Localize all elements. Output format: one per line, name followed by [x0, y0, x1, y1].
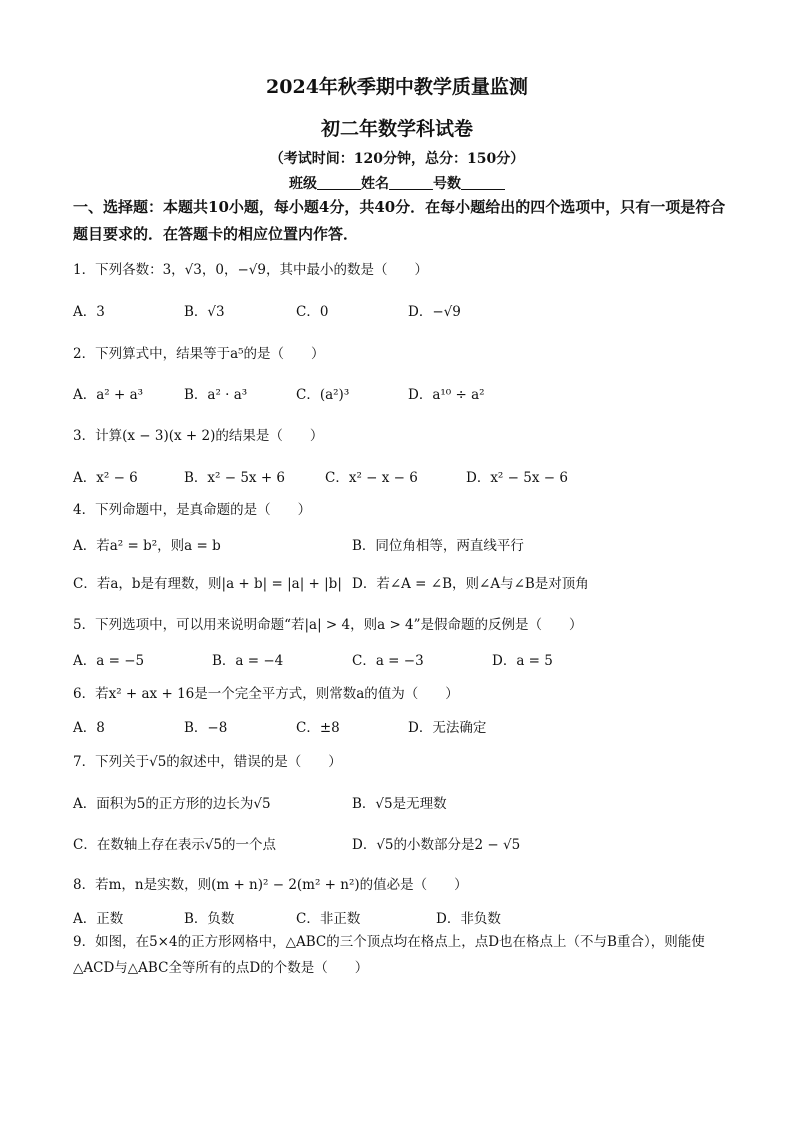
q7-option-d[interactable]: D．√5的小数部分是2 − √5	[352, 837, 521, 853]
section-1-instructions: 一、选择题：本题共10小题，每小题4分，共40分．在每小题给出的四个选项中，只有一项是符合题目要求的．在答题卡的相应位置内作答．	[73, 198, 726, 243]
q7-option-a[interactable]: A．面积为5的正方形的边长为√5	[73, 796, 271, 812]
q4-option-a[interactable]: A．若a² = b²，则a = b	[73, 538, 221, 554]
q3-option-d[interactable]: D．x² − 5x − 6	[466, 470, 568, 486]
number-label: 号数	[433, 176, 461, 192]
class-label: 班级	[289, 176, 317, 192]
question-8: 8．若m，n是实数，则(m + n)² − 2(m² + n²)的值必是（ ）	[73, 877, 468, 893]
q1-option-b[interactable]: B．√3	[184, 304, 225, 320]
q4-option-d[interactable]: D．若∠A = ∠B，则∠A与∠B是对顶角	[352, 576, 589, 592]
exam-title: 2024年秋季期中教学质量监测	[266, 76, 528, 98]
exam-subtitle: 初二年数学科试卷	[320, 118, 473, 140]
exam-info: （考试时间：120分钟，总分：150分）	[269, 151, 525, 167]
class-blank[interactable]	[317, 175, 361, 190]
q6-option-a[interactable]: A．8	[73, 720, 105, 736]
q8-option-a[interactable]: A．正数	[73, 911, 124, 927]
q2-option-d[interactable]: D．a¹⁰ ÷ a²	[408, 387, 485, 403]
q6-option-d[interactable]: D．无法确定	[408, 720, 487, 736]
name-label: 姓名	[361, 176, 389, 192]
q5-option-d[interactable]: D．a = 5	[492, 653, 553, 669]
q3-option-c[interactable]: C．x² − x − 6	[325, 470, 418, 486]
question-4: 4．下列命题中，是真命题的是（ ）	[73, 502, 312, 518]
q2-option-b[interactable]: B．a² · a³	[184, 387, 248, 403]
q7-option-b[interactable]: B．√5是无理数	[352, 796, 447, 812]
q5-option-a[interactable]: A．a = −5	[73, 653, 145, 669]
name-blank[interactable]	[389, 175, 433, 190]
q6-option-b[interactable]: B．−8	[184, 720, 228, 736]
q1-option-a[interactable]: A．3	[73, 304, 105, 320]
question-7: 7．下列关于√5的叙述中，错误的是（ ）	[73, 754, 342, 770]
q7-option-c[interactable]: C．在数轴上存在表示√5的一个点	[73, 837, 277, 853]
q1-option-d[interactable]: D．−√9	[408, 304, 461, 320]
question-1: 1．下列各数：3，√3，0，−√9，其中最小的数是（ ）	[73, 262, 428, 278]
q2-option-a[interactable]: A．a² + a³	[73, 387, 144, 403]
q1-option-c[interactable]: C．0	[296, 304, 329, 320]
question-9: 9．如图，在5×4的正方形网格中，△ABC的三个顶点均在格点上，点D也在格点上（不与B重合），则能使△ACD与△ABC全等所有的点D的个数是（ ）	[73, 934, 705, 976]
q5-option-c[interactable]: C．a = −3	[352, 653, 424, 669]
number-blank[interactable]	[461, 175, 505, 190]
q4-option-b[interactable]: B．同位角相等，两直线平行	[352, 538, 524, 554]
q3-option-b[interactable]: B．x² − 5x + 6	[184, 470, 286, 486]
question-2: 2．下列算式中，结果等于a⁵的是（ ）	[73, 346, 325, 362]
q8-option-c[interactable]: C．非正数	[296, 911, 361, 927]
q3-option-a[interactable]: A．x² − 6	[73, 470, 138, 486]
student-info-line	[0, 173, 794, 193]
question-3: 3．计算(x − 3)(x + 2)的结果是（ ）	[73, 428, 324, 444]
question-5: 5．下列选项中，可以用来说明命题“若|a| > 4，则a > 4”是假命题的反例是（ ）	[73, 617, 583, 633]
q6-option-c[interactable]: C．±8	[296, 720, 340, 736]
q4-option-c[interactable]: C．若a，b是有理数，则|a + b| = |a| + |b|	[73, 576, 342, 592]
q2-option-c[interactable]: C．(a²)³	[296, 387, 350, 403]
q5-option-b[interactable]: B．a = −4	[212, 653, 284, 669]
question-6: 6．若x² + ax + 16是一个完全平方式，则常数a的值为（ ）	[73, 686, 459, 702]
q8-option-b[interactable]: B．负数	[184, 911, 235, 927]
q8-option-d[interactable]: D．非负数	[436, 911, 501, 927]
